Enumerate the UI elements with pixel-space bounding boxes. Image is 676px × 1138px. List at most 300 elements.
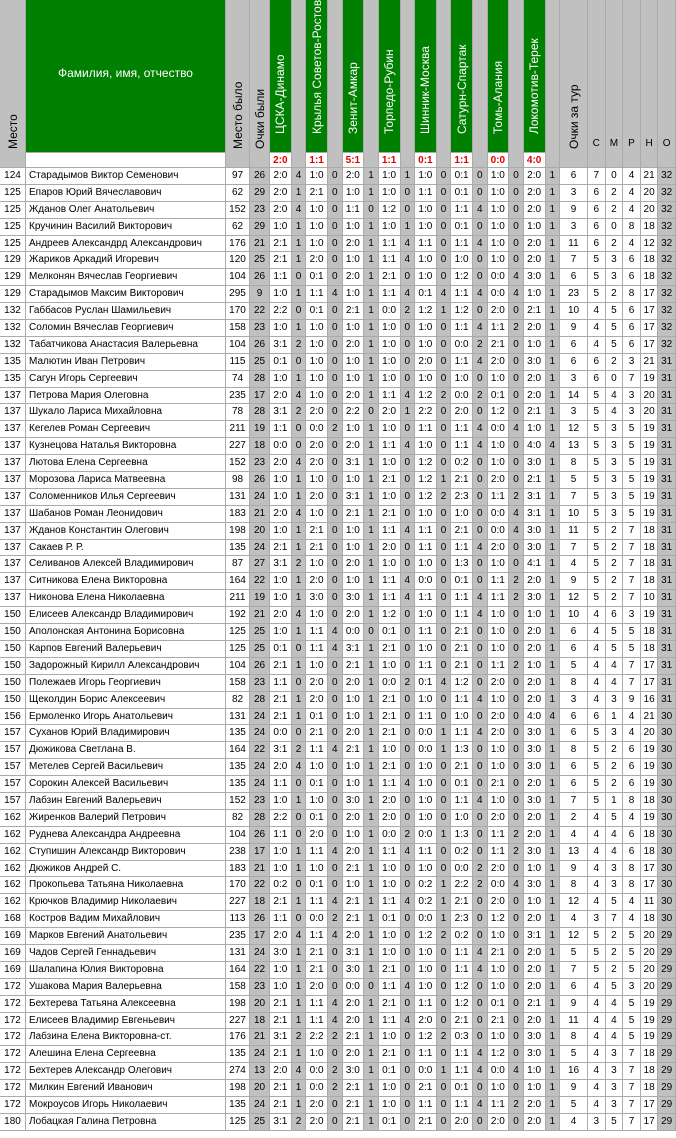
cell-prediction: 1:0 xyxy=(343,827,365,844)
cell-prediction-points: 0 xyxy=(437,607,452,624)
cell-stat: 31 xyxy=(658,692,676,709)
cell-place: 124 xyxy=(0,168,26,185)
cell-prediction: 0:1 xyxy=(379,911,401,928)
cell-prediction: 1:0 xyxy=(343,185,365,202)
cell-stat: 18 xyxy=(641,540,659,557)
cell-stat: 5 xyxy=(606,641,624,658)
cell-stat: 29 xyxy=(658,1046,676,1063)
cell-prediction-points: 0 xyxy=(509,219,524,236)
cell-stat: 18 xyxy=(641,793,659,810)
cell-prediction: 3:0 xyxy=(306,590,328,607)
cell-tour-points: 3 xyxy=(560,185,588,202)
cell-prediction-points: 2 xyxy=(473,861,488,878)
cell-stat: 7 xyxy=(623,658,641,675)
cell-stat: 31 xyxy=(658,590,676,607)
cell-prediction: 2:2 xyxy=(415,404,437,421)
cell-prediction-points: 0 xyxy=(437,861,452,878)
cell-prediction-points: 1 xyxy=(364,827,379,844)
cell-prediction: 1:0 xyxy=(343,776,365,793)
cell-prediction-points: 1 xyxy=(364,354,379,371)
header-fio-blank xyxy=(26,153,226,168)
cell-prediction-points: 0 xyxy=(401,421,416,438)
cell-prediction-points: 0 xyxy=(509,607,524,624)
cell-prediction: 2:1 xyxy=(270,709,292,726)
cell-prediction-points: 0 xyxy=(509,928,524,945)
cell-prediction: 3:0 xyxy=(343,962,365,979)
cell-stat: 31 xyxy=(658,675,676,692)
cell-tour-points: 5 xyxy=(560,658,588,675)
cell-stat: 3 xyxy=(606,455,624,472)
cell-prediction: 3:1 xyxy=(343,945,365,962)
header-match-6 xyxy=(488,0,510,153)
cell-prediction-points: 0 xyxy=(328,556,343,573)
cell-prediction-points: 1 xyxy=(546,962,561,979)
cell-prediction-points: 4 xyxy=(401,1013,416,1030)
cell-prediction: 2:0 xyxy=(306,455,328,472)
cell-place-before: 198 xyxy=(226,996,250,1013)
cell-prediction: 2:0 xyxy=(451,1114,473,1131)
cell-stat: 19 xyxy=(641,1013,659,1030)
cell-prediction-points: 1 xyxy=(546,371,561,388)
cell-prediction-points: 1 xyxy=(364,641,379,658)
cell-prediction-points: 0 xyxy=(328,709,343,726)
header-fio xyxy=(26,0,226,153)
cell-prediction-points: 4 xyxy=(546,438,561,455)
cell-prediction: 1:0 xyxy=(379,354,401,371)
cell-prediction: 2:0 xyxy=(451,404,473,421)
cell-tour-points: 6 xyxy=(560,269,588,286)
cell-stat: 8 xyxy=(623,286,641,303)
cell-prediction: 1:0 xyxy=(306,236,328,253)
cell-prediction: 2:0 xyxy=(524,1097,546,1114)
header-stat-label: Н xyxy=(645,138,653,149)
cell-stat: 4 xyxy=(588,641,606,658)
cell-stat: 4 xyxy=(623,810,641,827)
header-match-points-6 xyxy=(509,0,524,168)
cell-prediction: 2:2 xyxy=(343,404,365,421)
cell-name: Елисеев Александр Владимирович xyxy=(26,607,226,624)
cell-prediction: 2:0 xyxy=(343,388,365,405)
cell-prediction-points: 0 xyxy=(509,894,524,911)
cell-prediction-points: 0 xyxy=(437,962,452,979)
cell-stat: 5 xyxy=(623,962,641,979)
cell-prediction-points: 4 xyxy=(401,252,416,269)
cell-prediction-points: 0 xyxy=(509,404,524,421)
cell-prediction-points: 0 xyxy=(437,556,452,573)
cell-place-before: 74 xyxy=(226,371,250,388)
cell-prediction-points: 0 xyxy=(437,692,452,709)
cell-name: Мелконян Вячеслав Георгиевич xyxy=(26,269,226,286)
cell-prediction-points: 2 xyxy=(473,877,488,894)
cell-prediction-points: 0 xyxy=(437,337,452,354)
cell-name: Ситникова Елена Викторовна xyxy=(26,573,226,590)
table-row xyxy=(0,421,676,438)
cell-stat: 32 xyxy=(658,269,676,286)
table-row xyxy=(0,168,676,185)
cell-prediction-points: 0 xyxy=(473,455,488,472)
cell-prediction: 2:0 xyxy=(524,185,546,202)
cell-prediction-points: 1 xyxy=(546,303,561,320)
header-match-points-4 xyxy=(437,0,452,168)
cell-prediction: 2:0 xyxy=(306,404,328,421)
cell-prediction-points: 4 xyxy=(292,168,307,185)
cell-place: 129 xyxy=(0,286,26,303)
cell-prediction-points: 0 xyxy=(473,709,488,726)
table-row xyxy=(0,252,676,269)
cell-prediction: 1:0 xyxy=(343,523,365,540)
cell-prediction: 2:0 xyxy=(488,725,510,742)
cell-prediction-points: 0 xyxy=(437,573,452,590)
cell-prediction-points: 4 xyxy=(473,202,488,219)
cell-prediction-points: 1 xyxy=(364,810,379,827)
cell-place: 156 xyxy=(0,709,26,726)
cell-prediction-points: 0 xyxy=(437,421,452,438)
cell-prediction: 1:0 xyxy=(488,607,510,624)
cell-stat: 31 xyxy=(658,658,676,675)
cell-prediction-points: 0 xyxy=(328,1097,343,1114)
cell-stat: 19 xyxy=(641,438,659,455)
cell-prediction-points: 1 xyxy=(364,472,379,489)
header-stat-label: Р xyxy=(628,138,635,149)
cell-prediction-points: 0 xyxy=(473,624,488,641)
cell-stat: 31 xyxy=(658,388,676,405)
cell-stat: 5 xyxy=(606,303,624,320)
cell-prediction-points: 4 xyxy=(292,1063,307,1080)
cell-points-before: 25 xyxy=(250,354,270,371)
cell-tour-points: 14 xyxy=(560,388,588,405)
table-row xyxy=(0,692,676,709)
cell-points-before: 21 xyxy=(250,861,270,878)
cell-prediction: 1:0 xyxy=(306,168,328,185)
cell-prediction-points: 1 xyxy=(546,286,561,303)
cell-prediction: 1:0 xyxy=(379,337,401,354)
cell-tour-points: 16 xyxy=(560,1063,588,1080)
cell-tour-points: 3 xyxy=(560,404,588,421)
cell-prediction: 1:0 xyxy=(524,1080,546,1097)
cell-prediction-points: 0 xyxy=(473,472,488,489)
cell-prediction-points: 0 xyxy=(473,506,488,523)
cell-tour-points: 7 xyxy=(560,793,588,810)
cell-name: Дюжикова Светлана В. xyxy=(26,742,226,759)
cell-prediction-points: 1 xyxy=(546,573,561,590)
cell-prediction: 3:1 xyxy=(524,506,546,523)
cell-stat: 5 xyxy=(588,759,606,776)
cell-prediction: 2:0 xyxy=(524,371,546,388)
cell-prediction: 2:1 xyxy=(306,523,328,540)
cell-stat: 20 xyxy=(641,928,659,945)
cell-prediction: 0:0 xyxy=(270,725,292,742)
cell-stat: 18 xyxy=(641,1063,659,1080)
cell-place: 169 xyxy=(0,962,26,979)
cell-prediction-points: 1 xyxy=(546,388,561,405)
cell-name: Малютин Иван Петрович xyxy=(26,354,226,371)
cell-tour-points: 11 xyxy=(560,523,588,540)
cell-prediction: 1:2 xyxy=(415,928,437,945)
cell-name: Бехтерева Татьяна Алексеевна xyxy=(26,996,226,1013)
cell-prediction: 2:1 xyxy=(270,1046,292,1063)
table-row xyxy=(0,979,676,996)
cell-prediction: 2:0 xyxy=(270,1063,292,1080)
cell-tour-points: 5 xyxy=(560,1097,588,1114)
cell-prediction-points: 0 xyxy=(401,1114,416,1131)
cell-prediction-points: 4 xyxy=(509,286,524,303)
cell-prediction: 2:0 xyxy=(343,810,365,827)
cell-stat: 5 xyxy=(588,523,606,540)
cell-stat: 3 xyxy=(623,404,641,421)
table-row xyxy=(0,658,676,675)
cell-prediction-points: 4 xyxy=(292,928,307,945)
cell-prediction: 3:0 xyxy=(270,945,292,962)
cell-place: 162 xyxy=(0,844,26,861)
cell-prediction: 1:0 xyxy=(343,472,365,489)
cell-prediction-points: 2 xyxy=(328,911,343,928)
cell-name: Костров Вадим Михайлович xyxy=(26,911,226,928)
cell-prediction-points: 0 xyxy=(328,979,343,996)
cell-prediction-points: 4 xyxy=(509,877,524,894)
cell-prediction-points: 4 xyxy=(473,590,488,607)
cell-prediction-points: 1 xyxy=(364,540,379,557)
cell-prediction-points: 1 xyxy=(437,1063,452,1080)
cell-stat: 5 xyxy=(588,286,606,303)
header-match-points-0 xyxy=(292,0,307,168)
cell-prediction-points: 0 xyxy=(401,962,416,979)
cell-prediction-points: 0 xyxy=(401,269,416,286)
cell-prediction: 1:0 xyxy=(343,573,365,590)
cell-prediction: 3:0 xyxy=(524,455,546,472)
cell-name: Лабзина Елена Викторовна-ст. xyxy=(26,1029,226,1046)
table-row xyxy=(0,320,676,337)
cell-place: 180 xyxy=(0,1114,26,1131)
cell-prediction-points: 0 xyxy=(473,371,488,388)
cell-stat: 2 xyxy=(606,185,624,202)
cell-prediction: 0:0 xyxy=(306,1063,328,1080)
cell-place-before: 104 xyxy=(226,269,250,286)
cell-prediction: 2:1 xyxy=(379,472,401,489)
cell-prediction: 0:1 xyxy=(306,810,328,827)
cell-prediction: 2:1 xyxy=(270,996,292,1013)
cell-prediction: 2:1 xyxy=(270,252,292,269)
cell-prediction-points: 0 xyxy=(401,607,416,624)
cell-prediction-points: 0 xyxy=(364,202,379,219)
cell-place-before: 131 xyxy=(226,489,250,506)
header-match-label: Сатурн-Спартак xyxy=(454,44,469,134)
cell-place: 125 xyxy=(0,202,26,219)
cell-prediction-points: 0 xyxy=(328,692,343,709)
cell-stat: 8 xyxy=(623,793,641,810)
cell-stat: 30 xyxy=(658,776,676,793)
cell-prediction-points: 0 xyxy=(473,269,488,286)
cell-prediction: 1:1 xyxy=(488,573,510,590)
cell-prediction: 1:0 xyxy=(343,421,365,438)
cell-prediction-points: 0 xyxy=(401,1063,416,1080)
cell-stat: 30 xyxy=(658,844,676,861)
cell-prediction: 2:1 xyxy=(379,725,401,742)
cell-prediction: 1:1 xyxy=(379,523,401,540)
cell-place-before: 158 xyxy=(226,979,250,996)
cell-prediction-points: 1 xyxy=(292,979,307,996)
cell-prediction: 0:1 xyxy=(415,286,437,303)
cell-prediction: 1:0 xyxy=(488,1080,510,1097)
cell-place-before: 120 xyxy=(226,252,250,269)
cell-place: 172 xyxy=(0,1046,26,1063)
cell-prediction-points: 1 xyxy=(364,877,379,894)
cell-prediction-points: 0 xyxy=(437,945,452,962)
cell-name: Шукало Лариса Михайловна xyxy=(26,404,226,421)
cell-stat: 4 xyxy=(588,1046,606,1063)
cell-stat: 3 xyxy=(606,1046,624,1063)
cell-prediction-points: 0 xyxy=(401,320,416,337)
cell-prediction: 2:0 xyxy=(343,725,365,742)
cell-stat: 32 xyxy=(658,320,676,337)
cell-prediction-points: 0 xyxy=(509,624,524,641)
cell-prediction: 1:0 xyxy=(270,320,292,337)
cell-prediction-points: 0 xyxy=(401,540,416,557)
table-row xyxy=(0,1114,676,1131)
cell-prediction-points: 0 xyxy=(401,742,416,759)
cell-prediction: 2:1 xyxy=(524,404,546,421)
cell-points-before: 28 xyxy=(250,404,270,421)
cell-prediction: 1:1 xyxy=(270,269,292,286)
cell-stat: 2 xyxy=(606,928,624,945)
cell-prediction-points: 0 xyxy=(437,996,452,1013)
cell-prediction: 2:1 xyxy=(270,894,292,911)
cell-stat: 2 xyxy=(606,776,624,793)
cell-prediction-points: 0 xyxy=(437,168,452,185)
cell-name: Ермоленко Игорь Анатольевич xyxy=(26,709,226,726)
cell-place-before: 235 xyxy=(226,928,250,945)
cell-prediction: 2:1 xyxy=(306,962,328,979)
cell-points-before: 23 xyxy=(250,793,270,810)
header-match-3 xyxy=(379,0,401,153)
cell-prediction-points: 2 xyxy=(292,404,307,421)
cell-points-before: 24 xyxy=(250,1046,270,1063)
cell-stat: 30 xyxy=(658,827,676,844)
cell-prediction: 2:1 xyxy=(343,506,365,523)
cell-prediction-points: 1 xyxy=(546,455,561,472)
cell-stat: 17 xyxy=(641,320,659,337)
cell-stat: 7 xyxy=(623,1097,641,1114)
cell-stat: 6 xyxy=(588,202,606,219)
cell-prediction: 1:0 xyxy=(379,928,401,945)
cell-place: 157 xyxy=(0,759,26,776)
cell-prediction: 2:0 xyxy=(306,692,328,709)
cell-stat: 5 xyxy=(588,540,606,557)
cell-prediction-points: 1 xyxy=(546,320,561,337)
cell-prediction: 1:1 xyxy=(488,590,510,607)
cell-prediction-points: 0 xyxy=(473,1013,488,1030)
match-result: 1:1 xyxy=(379,153,401,168)
cell-stat: 4 xyxy=(588,1013,606,1030)
cell-points-before: 26 xyxy=(250,337,270,354)
cell-stat: 5 xyxy=(606,894,624,911)
cell-place: 162 xyxy=(0,827,26,844)
cell-prediction-points: 4 xyxy=(473,962,488,979)
cell-place: 135 xyxy=(0,371,26,388)
cell-prediction: 1:2 xyxy=(379,202,401,219)
cell-stat: 3 xyxy=(606,489,624,506)
cell-stat: 4 xyxy=(606,404,624,421)
cell-place-before: 238 xyxy=(226,844,250,861)
cell-prediction-points: 0 xyxy=(328,388,343,405)
cell-prediction-points: 0 xyxy=(509,1029,524,1046)
cell-prediction: 1:1 xyxy=(451,202,473,219)
cell-prediction: 1:0 xyxy=(488,219,510,236)
cell-prediction-points: 0 xyxy=(509,303,524,320)
cell-stat: 1 xyxy=(606,793,624,810)
cell-prediction: 4:0 xyxy=(524,709,546,726)
cell-stat: 5 xyxy=(588,438,606,455)
cell-prediction-points: 0 xyxy=(292,421,307,438)
cell-tour-points: 6 xyxy=(560,624,588,641)
table-row xyxy=(0,590,676,607)
cell-points-before: 18 xyxy=(250,1013,270,1030)
table-row xyxy=(0,827,676,844)
cell-prediction: 1:0 xyxy=(451,506,473,523)
cell-stat: 4 xyxy=(606,827,624,844)
cell-prediction-points: 0 xyxy=(509,962,524,979)
cell-prediction-points: 0 xyxy=(473,894,488,911)
cell-prediction: 0:0 xyxy=(488,1063,510,1080)
header-stat-label: О xyxy=(662,138,671,149)
cell-place-before: 164 xyxy=(226,742,250,759)
header-match-4 xyxy=(415,0,437,153)
cell-points-before: 22 xyxy=(250,573,270,590)
cell-stat: 31 xyxy=(658,438,676,455)
cell-prediction-points: 0 xyxy=(473,1114,488,1131)
cell-prediction-points: 1 xyxy=(292,472,307,489)
cell-prediction-points: 2 xyxy=(401,827,416,844)
table-row xyxy=(0,911,676,928)
cell-prediction: 1:2 xyxy=(451,979,473,996)
cell-stat: 31 xyxy=(658,472,676,489)
cell-prediction-points: 0 xyxy=(509,709,524,726)
cell-stat: 6 xyxy=(623,759,641,776)
cell-prediction-points: 0 xyxy=(473,489,488,506)
cell-place-before: 104 xyxy=(226,658,250,675)
cell-stat: 18 xyxy=(641,624,659,641)
cell-name: Ступишин Александр Викторович xyxy=(26,844,226,861)
cell-prediction-points: 4 xyxy=(473,438,488,455)
cell-prediction: 1:0 xyxy=(379,1097,401,1114)
cell-prediction-points: 0 xyxy=(328,877,343,894)
cell-prediction: 2:0 xyxy=(488,709,510,726)
table-row xyxy=(0,844,676,861)
cell-stat: 16 xyxy=(641,692,659,709)
cell-prediction: 0:0 xyxy=(343,624,365,641)
cell-prediction-points: 0 xyxy=(509,337,524,354)
cell-prediction: 1:0 xyxy=(524,337,546,354)
cell-place: 169 xyxy=(0,928,26,945)
cell-prediction-points: 0 xyxy=(401,506,416,523)
cell-prediction-points: 4 xyxy=(328,286,343,303)
cell-stat: 3 xyxy=(606,1063,624,1080)
cell-prediction-points: 1 xyxy=(364,776,379,793)
cell-prediction-points: 0 xyxy=(328,269,343,286)
cell-prediction-points: 1 xyxy=(546,1046,561,1063)
cell-prediction: 1:1 xyxy=(379,236,401,253)
cell-place: 137 xyxy=(0,455,26,472)
cell-prediction-points: 1 xyxy=(292,962,307,979)
cell-stat: 4 xyxy=(623,185,641,202)
cell-stat: 5 xyxy=(588,928,606,945)
cell-prediction-points: 0 xyxy=(473,911,488,928)
cell-tour-points: 3 xyxy=(560,692,588,709)
cell-prediction-points: 2 xyxy=(509,320,524,337)
cell-stat: 4 xyxy=(588,658,606,675)
cell-stat: 2 xyxy=(606,202,624,219)
cell-tour-points: 10 xyxy=(560,303,588,320)
cell-stat: 4 xyxy=(588,877,606,894)
